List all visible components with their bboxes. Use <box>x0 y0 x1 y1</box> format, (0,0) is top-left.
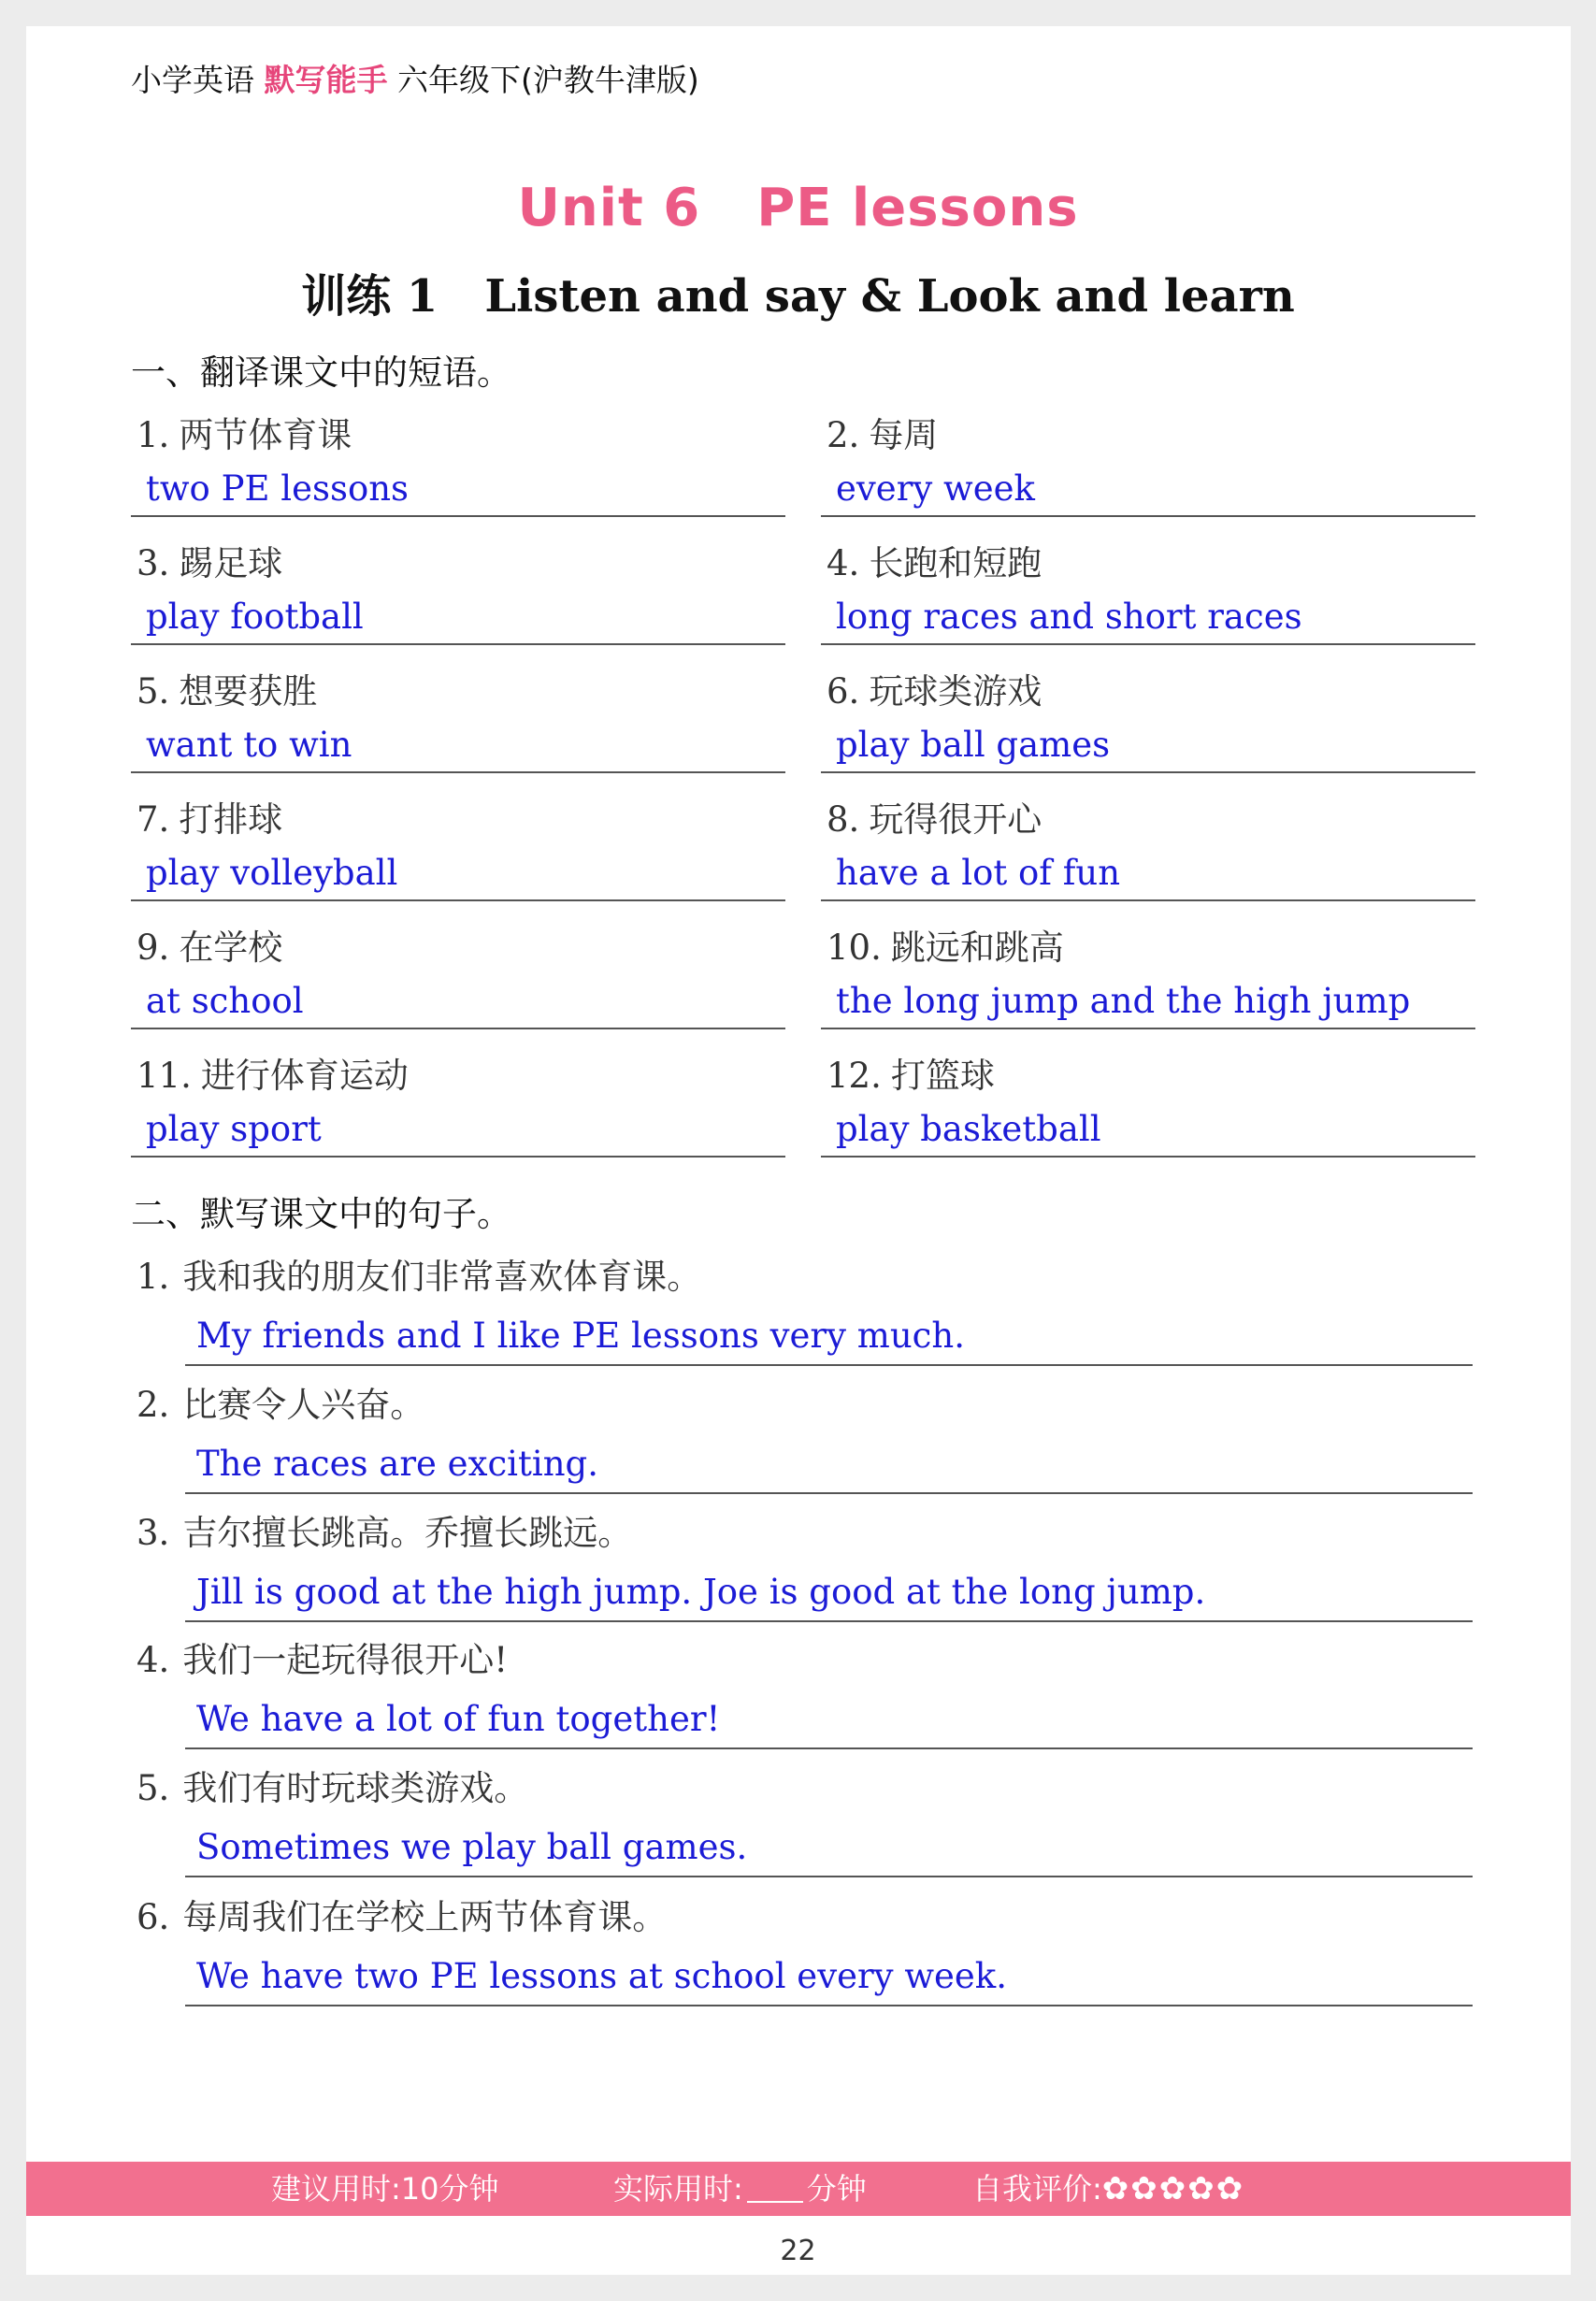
phrase-item <box>131 665 785 773</box>
sentence-cn: 我和我的朋友们非常喜欢体育课。 <box>182 1257 702 1297</box>
phrase-num: 10. <box>827 928 882 968</box>
phrase-item <box>131 537 785 645</box>
sentence-num: 1. <box>137 1257 170 1297</box>
phrase-num: 6. <box>827 671 860 712</box>
sentence-num: 5. <box>137 1768 170 1808</box>
phrase-num: 12. <box>827 1056 882 1096</box>
self-evaluation <box>972 2162 1244 2216</box>
sentence-item <box>131 1758 1473 1877</box>
phrase-num: 11. <box>137 1056 192 1096</box>
actual-time-label: 实际用时: <box>613 2171 743 2207</box>
phrase-cn: 每周 <box>869 415 939 455</box>
phrase-answer: at school <box>131 975 785 1029</box>
book-header <box>131 56 699 100</box>
sentence-num: 6. <box>137 1897 170 1937</box>
sentence-num: 3. <box>137 1513 170 1553</box>
phrase-answer: every week <box>821 463 1475 517</box>
page-number: 22 <box>780 2235 816 2267</box>
phrase-item <box>821 1049 1475 1158</box>
sentence-answer: Jill is good at the high jump. Joe is good at the long jump. <box>185 1564 1473 1622</box>
phrase-cn: 在学校 <box>179 928 283 968</box>
phrase-answer: play volleyball <box>131 847 785 901</box>
unit-topic: PE lessons <box>756 178 1079 238</box>
sentence-item <box>131 1887 1473 2006</box>
phrase-item <box>131 793 785 901</box>
sentence-num: 4. <box>137 1640 170 1680</box>
flower-rating-icons[interactable]: ✿✿✿✿✿ <box>1101 2170 1245 2208</box>
sentence-item <box>131 1246 1473 1366</box>
sentence-answer: We have two PE lessons at school every week. <box>185 1949 1473 2006</box>
unit-number: Unit 6 <box>517 178 701 238</box>
phrase-item <box>131 409 785 517</box>
phrase-item <box>821 409 1475 517</box>
phrase-num: 3. <box>137 543 170 583</box>
self-eval-label: 自我评价: <box>972 2171 1102 2207</box>
phrase-item <box>821 793 1475 901</box>
phrase-num: 7. <box>137 799 170 840</box>
sentence-item <box>131 1630 1473 1749</box>
phrase-answer: long races and short races <box>821 591 1475 645</box>
actual-time-blank[interactable] <box>747 2173 803 2203</box>
sentence-answer: My friends and I like PE lessons very much. <box>185 1308 1473 1366</box>
phrase-num: 5. <box>137 671 170 712</box>
sentence-cn: 吉尔擅长跳高。乔擅长跳远。 <box>182 1513 633 1553</box>
sentence-item <box>131 1503 1473 1622</box>
phrase-cn: 打篮球 <box>890 1056 995 1096</box>
phrase-cn: 踢足球 <box>179 543 283 583</box>
section2-heading: 二、默写课文中的句子。 <box>131 1194 511 1234</box>
phrase-cn: 打排球 <box>179 799 283 840</box>
sentence-answer: Sometimes we play ball games. <box>185 1819 1473 1877</box>
suggested-time: 建议用时:10分钟 <box>271 2171 499 2207</box>
header-suffix: 六年级下(沪教牛津版) <box>387 62 699 98</box>
sentence-cn: 我们有时玩球类游戏。 <box>182 1768 529 1808</box>
sentence-cn: 我们一起玩得很开心! <box>182 1640 509 1680</box>
sentence-cn: 每周我们在学校上两节体育课。 <box>182 1897 668 1937</box>
phrase-item <box>821 921 1475 1029</box>
phrase-answer: play basketball <box>821 1103 1475 1158</box>
phrase-num: 8. <box>827 799 860 840</box>
phrase-item <box>131 1049 785 1158</box>
phrase-answer: two PE lessons <box>131 463 785 517</box>
phrase-num: 1. <box>137 415 170 455</box>
phrase-answer: play football <box>131 591 785 645</box>
phrase-num: 9. <box>137 928 170 968</box>
sentence-item <box>131 1374 1473 1494</box>
sentence-answer: The races are exciting. <box>185 1436 1473 1494</box>
phrase-answer: play sport <box>131 1103 785 1158</box>
phrase-answer: have a lot of fun <box>821 847 1475 901</box>
phrase-answer: want to win <box>131 719 785 773</box>
phrase-cn: 长跑和短跑 <box>869 543 1042 583</box>
phrase-num: 4. <box>827 543 860 583</box>
sentence-cn: 比赛令人兴奋。 <box>182 1385 425 1425</box>
phrase-cn: 玩球类游戏 <box>869 671 1042 712</box>
phrase-answer: play ball games <box>821 719 1475 773</box>
phrase-cn: 想要获胜 <box>179 671 318 712</box>
actual-time-unit: 分钟 <box>806 2171 867 2207</box>
footer-bar <box>26 2162 1571 2216</box>
sentence-answer: We have a lot of fun together! <box>185 1691 1473 1749</box>
lesson-title <box>0 260 1596 324</box>
phrase-answer: the long jump and the high jump <box>821 975 1475 1029</box>
phrase-item <box>821 537 1475 645</box>
phrase-cn: 两节体育课 <box>179 415 352 455</box>
header-brand: 默写能手 <box>264 62 388 98</box>
phrase-item <box>821 665 1475 773</box>
actual-time <box>613 2162 867 2216</box>
sentence-num: 2. <box>137 1385 170 1425</box>
phrase-cn: 跳远和跳高 <box>890 928 1064 968</box>
lesson-text: Listen and say & Look and learn <box>484 270 1295 323</box>
lesson-label: 训练 1 <box>301 270 439 323</box>
phrase-item <box>131 921 785 1029</box>
phrase-cn: 玩得很开心 <box>869 799 1042 840</box>
section1-heading: 一、翻译课文中的短语。 <box>131 352 511 393</box>
phrase-cn: 进行体育运动 <box>200 1056 409 1096</box>
header-prefix: 小学英语 <box>131 62 265 98</box>
unit-title <box>0 178 1596 238</box>
phrase-num: 2. <box>827 415 860 455</box>
